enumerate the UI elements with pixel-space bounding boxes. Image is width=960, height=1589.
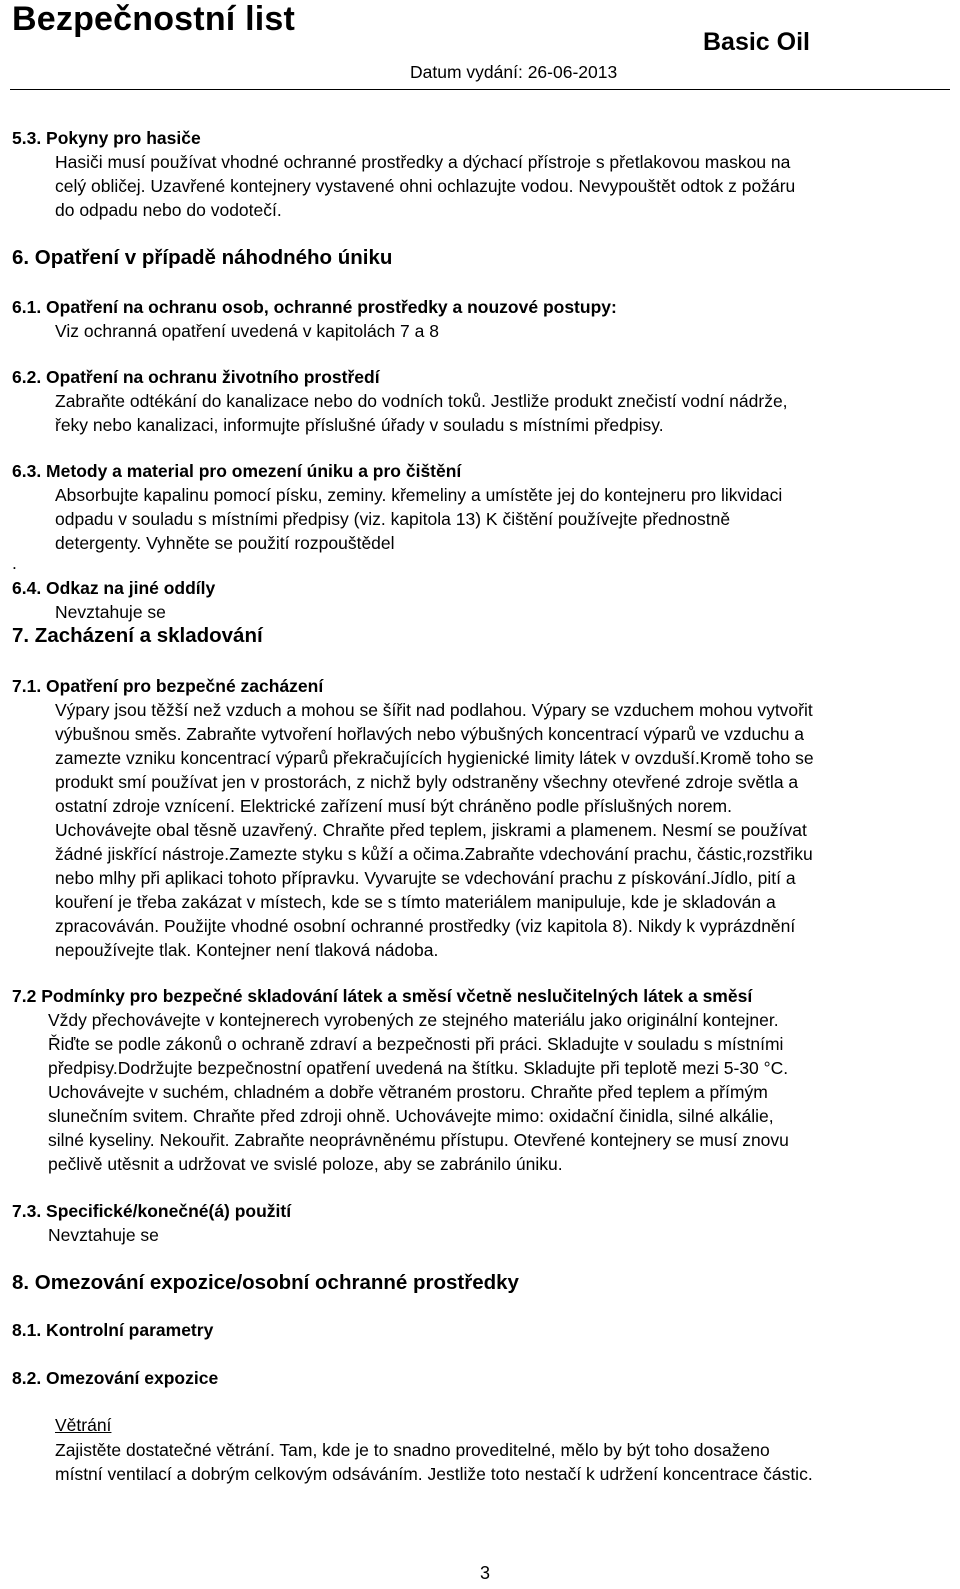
- ventilation-line: místní ventilací a dobrým celkovým odsáváním. Jestliže toto nestačí k udržení koncentrace částic.: [55, 1464, 813, 1484]
- ventilation-subheading: Větrání: [55, 1415, 112, 1435]
- section-7-2-heading: 7.2 Podmínky pro bezpečné skladování látek a směsí včetně neslučitelných látek a směsí: [12, 986, 753, 1006]
- document-title: Bezpečnostní list: [12, 0, 296, 38]
- section-7-3-heading: 7.3. Specifické/konečné(á) použití: [12, 1201, 292, 1221]
- page-number: 3: [480, 1563, 491, 1583]
- section-6-4-heading: 6.4. Odkaz na jiné oddíly: [12, 578, 216, 598]
- section-7-1-line: produkt smí používat jen v prostorách, z nichž byly odstraněny všechny otevřené zdroje světla a: [55, 772, 799, 792]
- section-7-2-line: pečlivě utěsnit a udržovat ve svislé poloze, aby se zabránilo úniku.: [48, 1154, 563, 1174]
- section-7-1-line: zpracováván. Použijte vhodné osobní ochranné prostředky (viz kapitola 8). Nikdy k vyprázdnění: [55, 916, 796, 936]
- section-8-2-heading: 8.2. Omezování expozice: [12, 1368, 219, 1388]
- section-7-2-line: Řiďte se podle zákonů o ochraně zdraví a bezpečnosti při práci. Skladujte v souladu s místními: [48, 1034, 784, 1054]
- section-7-3-line: Nevztahuje se: [48, 1225, 159, 1245]
- section-7-1-line: kouření je třeba zakázat v místech, kde se s tímto materiálem manipuluje, kde je skladován a: [55, 892, 776, 912]
- section-6-2-line: řeky nebo kanalizaci, informujte příslušné úřady v souladu s místními předpisy.: [55, 415, 664, 435]
- stray-dot: .: [12, 553, 17, 573]
- section-7-1-heading: 7.1. Opatření pro bezpečné zacházení: [12, 676, 324, 696]
- header-divider: [10, 89, 950, 90]
- product-name: Basic Oil: [703, 28, 810, 56]
- section-7-1-line: zamezte vzniku koncentrací výparů překračujících hygienické limity látek v ovzduší.Kromě toho se: [55, 748, 814, 768]
- section-7-2-line: Vždy přechovávejte v kontejnerech vyrobených ze stejného materiálu jako originální kontejner.: [48, 1010, 779, 1030]
- section-7-1-line: nebo mlhy při aplikaci tohoto přípravku. Vyvarujte se vdechování prachu z pískování.Jídlo, pití a: [55, 868, 796, 888]
- section-7-1-line: nepoužívejte tlak. Kontejner není tlaková nádoba.: [55, 940, 439, 960]
- section-8-heading: 8. Omezování expozice/osobní ochranné prostředky: [12, 1271, 519, 1294]
- issue-date: Datum vydání: 26-06-2013: [410, 62, 618, 82]
- section-7-heading: 7. Zacházení a skladování: [12, 624, 263, 647]
- section-5-3-line: celý obličej. Uzavřené kontejnery vystavené ohni ochlazujte vodou. Nevypouštět odtok z požáru: [55, 176, 796, 196]
- ventilation-line: Zajistěte dostatečné větrání. Tam, kde je to snadno proveditelné, mělo by být toho dosaženo: [55, 1440, 770, 1460]
- section-5-3-line: Hasiči musí používat vhodné ochranné prostředky a dýchací přístroje s přetlakovou maskou na: [55, 152, 791, 172]
- section-6-2-line: Zabraňte odtékání do kanalizace nebo do vodních toků. Jestliže produkt znečistí vodní nádrže,: [55, 391, 788, 411]
- section-7-2-line: slunečním svitem. Chraňte před zdroji ohně. Uchovávejte mimo: oxidační činidla, silné alkálie,: [48, 1106, 774, 1126]
- section-6-1-heading: 6.1. Opatření na ochranu osob, ochranné prostředky a nouzové postupy:: [12, 297, 617, 317]
- section-7-1-line: žádné jiskřící nástroje.Zamezte styku s kůží a očima.Zabraňte vdechování prachu, částic,rozstřiku: [55, 844, 813, 864]
- section-7-1-line: ostatní zdroje vznícení. Elektrické zařízení musí být chráněno podle příslušných norem.: [55, 796, 732, 816]
- section-6-1-line: Viz ochranná opatření uvedená v kapitolách 7 a 8: [55, 321, 439, 341]
- section-6-4-line: Nevztahuje se: [55, 602, 166, 622]
- section-6-3-line: odpadu v souladu s místními předpisy (viz. kapitola 13) K čištění používejte přednostně: [55, 509, 731, 529]
- section-5-3-heading: 5.3. Pokyny pro hasiče: [12, 128, 201, 148]
- section-7-1-line: výbušnou směs. Zabraňte vytvoření hořlavých nebo výbušných koncentrací výparů ve vzduchu a: [55, 724, 805, 744]
- section-5-3-line: do odpadu nebo do vodotečí.: [55, 200, 282, 220]
- section-7-1-line: Uchovávejte obal těsně uzavřený. Chraňte před teplem, jiskrami a plamenem. Nesmí se používat: [55, 820, 807, 840]
- section-6-3-line: detergenty. Vyhněte se použití rozpouštědel: [55, 533, 395, 553]
- section-7-2-line: Uchovávejte v suchém, chladném a dobře větraném prostoru. Chraňte před teplem a přímým: [48, 1082, 768, 1102]
- section-7-1-line: Výpary jsou těžší než vzduch a mohou se šířit nad podlahou. Výpary se vzduchem mohou vytvořit: [55, 700, 813, 720]
- section-7-2-line: silné kyseliny. Nekouřit. Zabraňte neoprávněnému přístupu. Otevřené kontejnery se musí znovu: [48, 1130, 789, 1150]
- section-6-3-heading: 6.3. Metody a material pro omezení úniku a pro čištění: [12, 461, 462, 481]
- section-8-1-heading: 8.1. Kontrolní parametry: [12, 1320, 214, 1340]
- section-6-2-heading: 6.2. Opatření na ochranu životního prostředí: [12, 367, 380, 387]
- section-6-3-line: Absorbujte kapalinu pomocí písku, zeminy. křemeliny a umístěte jej do kontejneru pro likvidaci: [55, 485, 783, 505]
- section-6-heading: 6. Opatření v případě náhodného úniku: [12, 246, 393, 269]
- section-7-2-line: předpisy.Dodržujte bezpečnostní opatření uvedená na štítku. Skladujte při teplotě mezi 5-30 °C.: [48, 1058, 789, 1078]
